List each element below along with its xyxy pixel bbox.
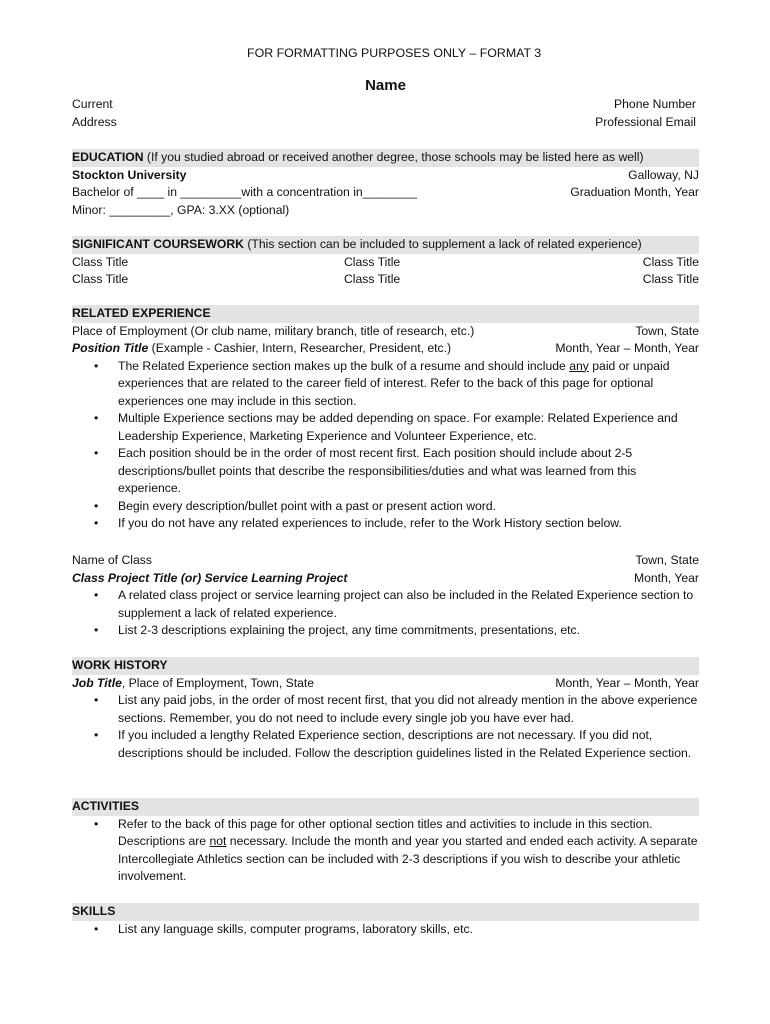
related-header: RELATED EXPERIENCE (72, 305, 699, 323)
contact-address: Address (72, 114, 117, 129)
contact-phone: Phone Number (614, 97, 696, 111)
contact-block (72, 96, 699, 131)
list-item: • List 2-3 descriptions explaining the project, any time commitments, presentations, etc. (94, 623, 580, 637)
position-dates: Month, Year – Month, Year (555, 341, 699, 355)
education-section (72, 149, 699, 219)
related-experience-section (72, 305, 699, 533)
minor-gpa: Minor: _________, GPA: 3.XX (optional) (72, 202, 290, 217)
list-item: • Refer to the back of this page for other optional section titles and activities to include in this section. Descriptions are not necessary. Include the month and year you started and ended each activity. A separate Intercollegiate Athletics section can be included with 2-3 descriptions if you wish to describe your athletic involvement. (94, 816, 698, 883)
degree-line: Bachelor of ____ in _________with a concentration in________ (72, 185, 417, 199)
job-line: Job Title, Place of Employment, Town, State (72, 675, 315, 690)
graduation-date: Graduation Month, Year (570, 185, 699, 199)
coursework-row: Class Title Class Title Class Title (72, 272, 699, 286)
list-item: • Begin every description/bullet point with a past or present action word. (94, 498, 497, 513)
work-bullets (72, 692, 699, 762)
list-item: • If you included a lengthy Related Experience section, descriptions are not necessary. If you did not, descriptions should be included. Follow the description guidelines listed in the Related Experience section. (94, 728, 692, 760)
contact-email: Professional Email (595, 114, 696, 129)
job-dates: Month, Year – Month, Year (555, 675, 699, 690)
coursework-header: SIGNIFICANT COURSEWORK (This section can be included to supplement a lack of related experience) (72, 236, 699, 254)
school-location: Galloway, NJ (628, 167, 699, 182)
list-item: • List any language skills, computer programs, laboratory skills, etc. (94, 921, 473, 936)
skills-section (72, 903, 699, 938)
school-name: Stockton University (72, 167, 187, 182)
class-name: Name of Class (72, 553, 152, 567)
contact-current: Current (72, 97, 113, 111)
format-banner: FOR FORMATTING PURPOSES ONLY – FORMAT 3 (247, 46, 542, 60)
list-item: • If you do not have any related experiences to include, refer to the Work History section below. (94, 516, 622, 530)
project-bullets (72, 587, 699, 640)
class-location: Town, State (635, 553, 699, 567)
list-item: • List any paid jobs, in the order of most recent first, that you did not already mention in the above experience sections. Remember, you do not need to include every single job you have ever had. (94, 693, 698, 725)
employer-name: Place of Employment (Or club name, military branch, title of research, etc.) (72, 323, 475, 338)
class-project-block (72, 552, 699, 640)
coursework-section (72, 236, 699, 289)
related-bullets (72, 358, 699, 533)
education-header: EDUCATION (If you studied abroad or received another degree, those schools may be listed here as well) (72, 149, 699, 167)
list-item: • A related class project or service learning project can also be included in the Related Experience section to supplement a lack of related experience. (94, 588, 694, 620)
position-line: Position Title (Example - Cashier, Intern, Researcher, President, etc.) (72, 341, 452, 355)
resume-name: Name (365, 77, 406, 94)
project-title: Class Project Title (or) Service Learning Project (72, 570, 348, 585)
skills-header: SKILLS (72, 903, 699, 921)
list-item: • Multiple Experience sections may be added depending on space. For example: Related Experience and Leadership Experience, Marketing Experience and Volunteer Experience, etc. (94, 411, 678, 443)
work-header: WORK HISTORY (72, 657, 699, 675)
list-item: • The Related Experience section makes up the bulk of a resume and should include any paid or unpaid experiences that are related to the career field of interest. Refer to the back of this page for optional experiences one may include in this section. (94, 358, 670, 408)
project-date: Month, Year (633, 570, 699, 585)
activities-section (72, 798, 699, 886)
list-item: • Each position should be in the order of most recent first. Each position should include about 2-5 descriptions/bullet points that describe the responsibilities/duties and what was learned from this experience. (94, 446, 637, 495)
skills-bullets (72, 921, 699, 939)
activities-header: ACTIVITIES (72, 798, 699, 816)
activities-bullets (72, 816, 699, 886)
employer-location: Town, State (635, 323, 699, 338)
coursework-row: Class Title Class Title Class Title (72, 254, 699, 269)
work-history-section (72, 657, 699, 762)
